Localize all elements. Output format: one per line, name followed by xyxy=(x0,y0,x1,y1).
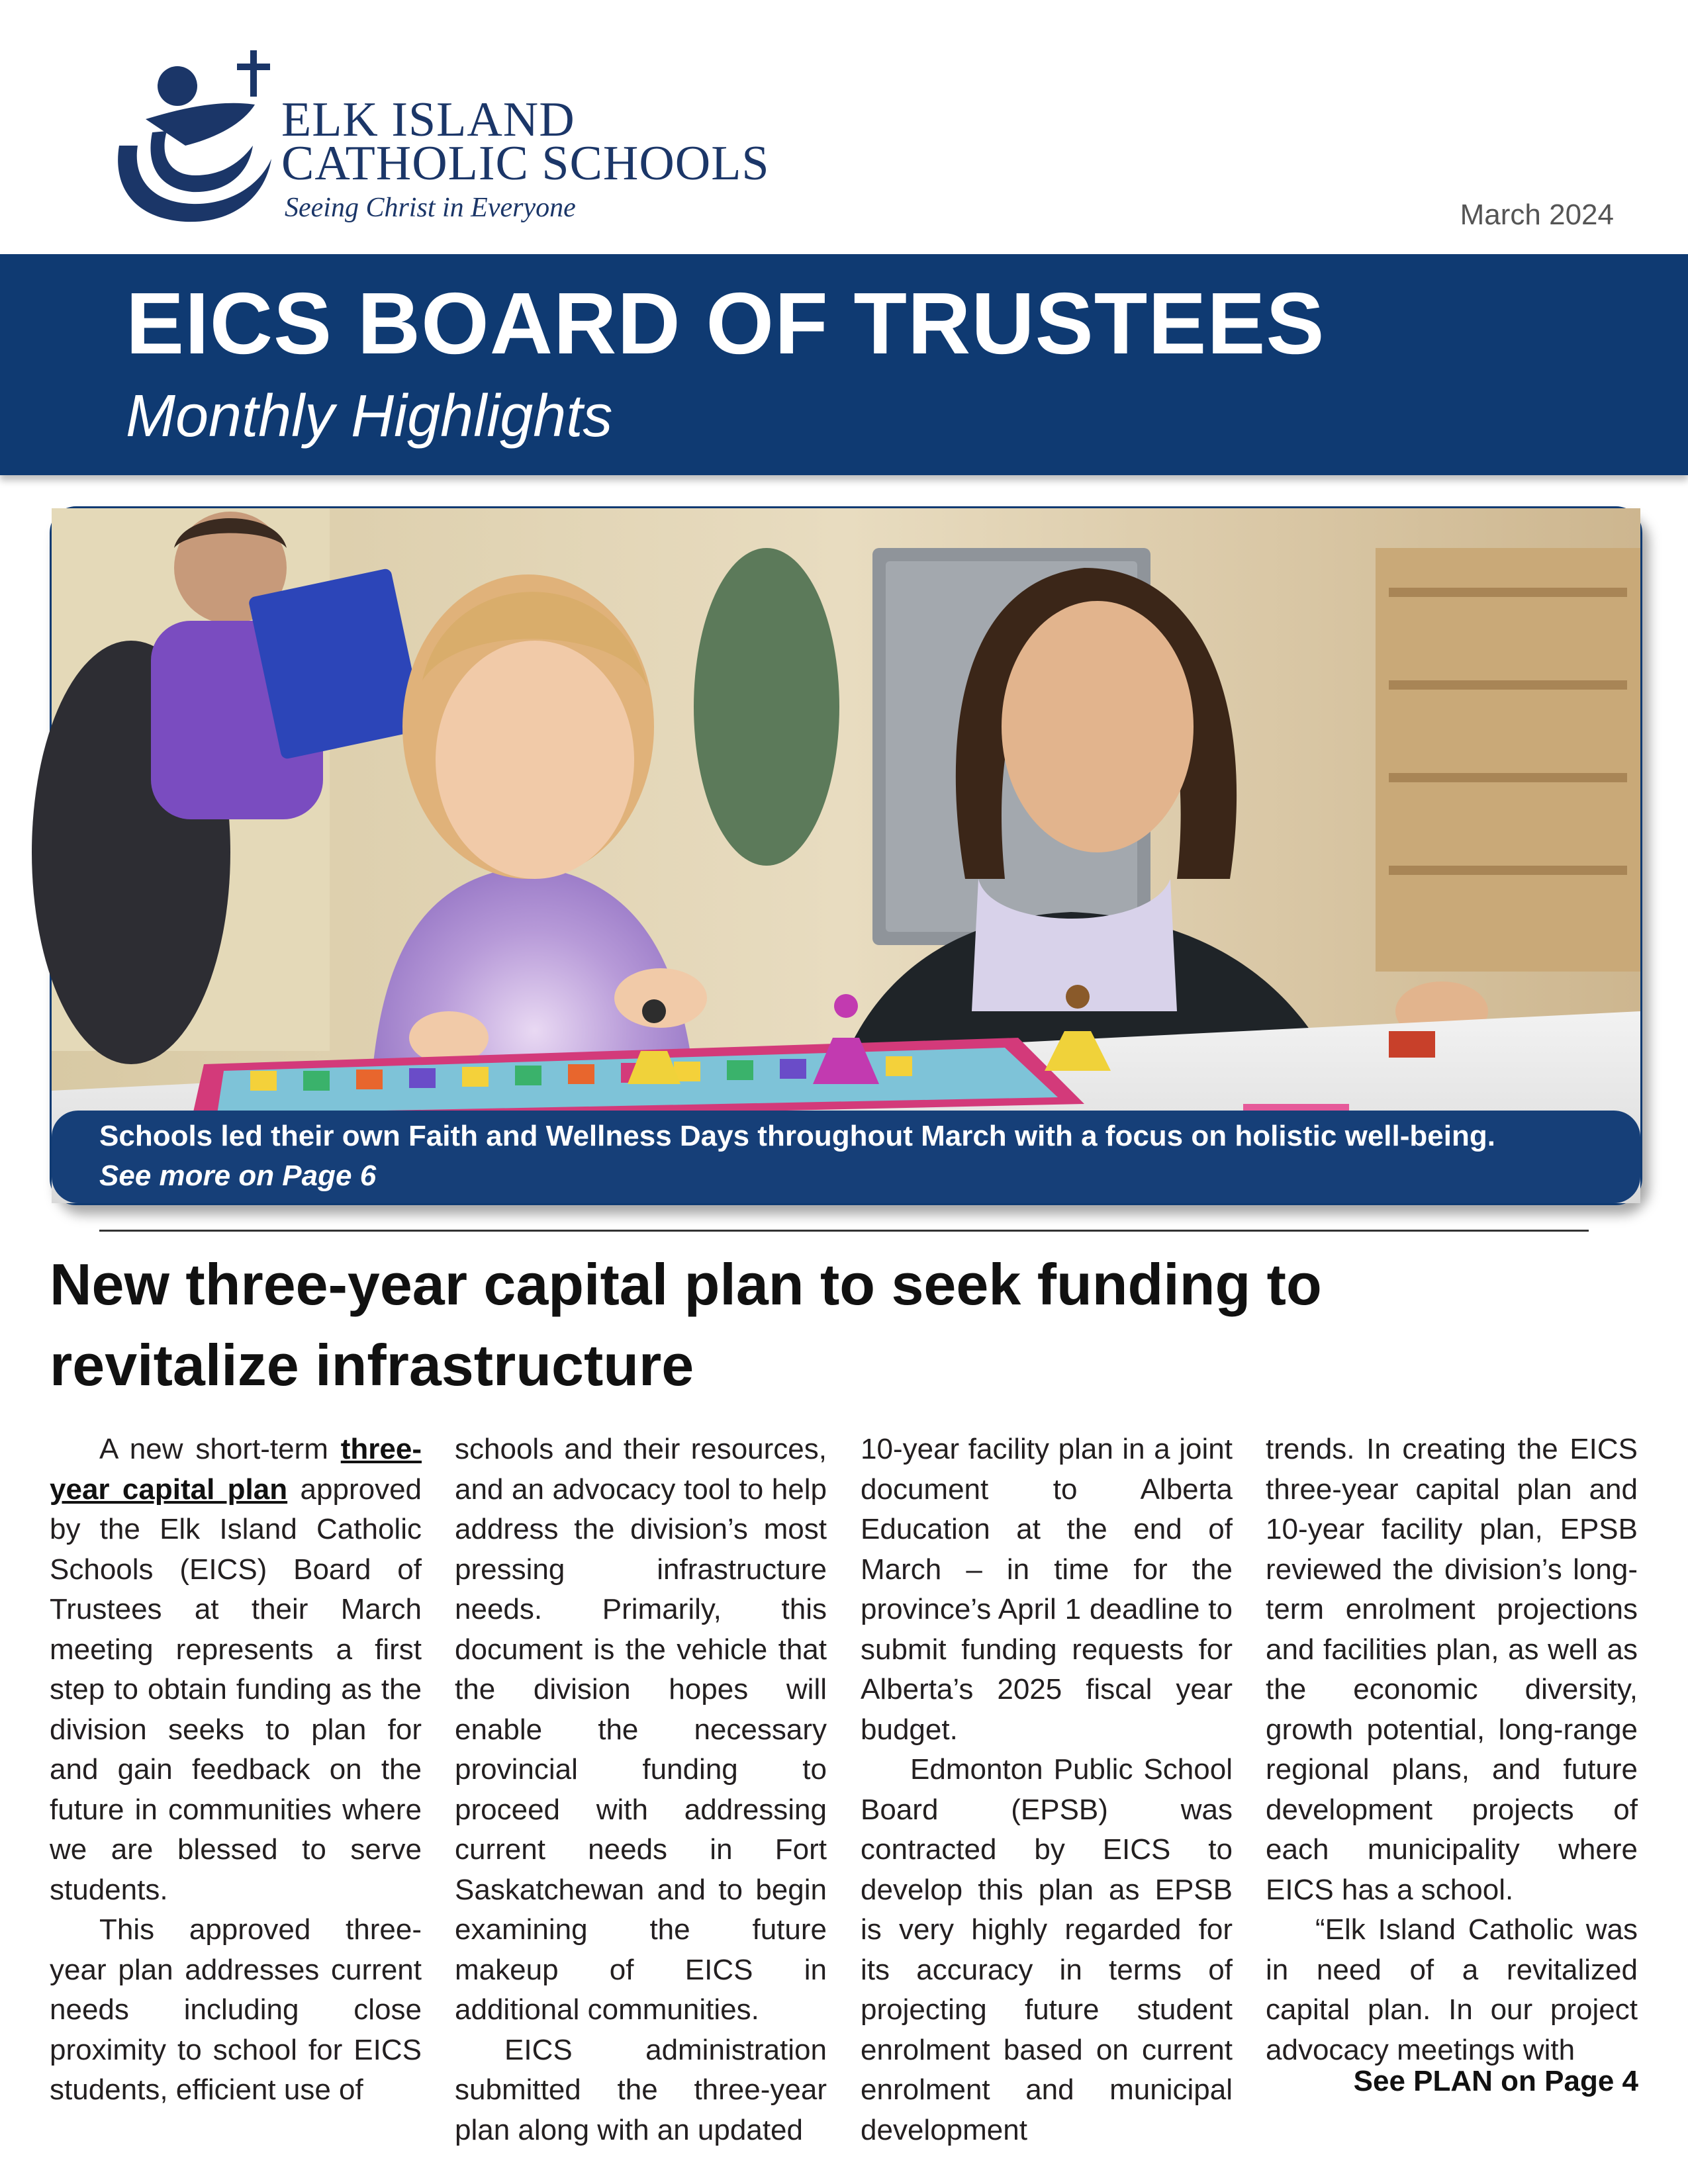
article-column-1 xyxy=(50,1430,422,2111)
masthead-title: EICS BOARD OF TRUSTEES xyxy=(126,275,1325,372)
masthead-band xyxy=(0,254,1688,475)
article-column-2 xyxy=(455,1430,827,2146)
hero-caption-page-ref: See more on Page 6 xyxy=(99,1160,377,1192)
continued-on-page-link[interactable]: See PLAN on Page 4 xyxy=(1353,2065,1638,2097)
logo-name-line1: ELK ISLAND xyxy=(281,93,575,147)
article-paragraph: This approved three-year plan addresses current needs including close proximity to school for EICS students, efficient use of xyxy=(50,1913,422,2106)
issue-date: March 2024 xyxy=(1460,199,1614,231)
article-paragraph: EICS administration submitted the three-year plan along with an updated xyxy=(455,2033,827,2146)
article-paragraph: schools and their resources, and an advocacy tool to help address the division’s most pressing infrastructure needs. Primarily, this document is the vehicle that the division hopes will enable the necessary provincial funding to proceed with addressing current needs in Fort Saskatchewan and to begin examining the future makeup of EICS in additional communities. xyxy=(455,1433,827,2026)
hero-photo xyxy=(50,506,1642,1205)
logo-name-line2: CATHOLIC SCHOOLS xyxy=(281,136,770,191)
logo-tagline: Seeing Christ in Everyone xyxy=(285,193,576,223)
article-column-3 xyxy=(861,1430,1233,2146)
masthead-subtitle: Monthly Highlights xyxy=(126,383,613,449)
article-column-4 xyxy=(1266,1430,1638,2111)
logo-name xyxy=(281,93,770,191)
article-paragraph: 10-year facility plan in a joint document to Alberta Education at the end of March – in time for the province’s April 1 deadline to submit funding requests for Alberta’s 2025 fiscal year budget. xyxy=(861,1433,1233,1746)
article-headline-line2: revitalize infrastructure xyxy=(50,1332,694,1398)
article-paragraph: Edmonton Public School Board (EPSB) was contracted by EICS to develop this plan as EPSB is very highly regarded for its accuracy in terms of projecting future student enrolment based on current enrolment and municipal development xyxy=(861,1753,1233,2146)
section-divider xyxy=(99,1230,1589,1232)
paragraph-lead: A new short-term xyxy=(99,1433,328,1465)
paragraph-text: approved by the Elk Island Catholic Schools (EICS) Board of Trustees at their March meeting represents a first step to obtain funding as the division seeks to plan for and gain feedback on the future in communities where we are blessed to serve students. xyxy=(50,1473,422,1906)
article-paragraph xyxy=(50,1430,422,1910)
capital-plan-link[interactable]: three-year capital plan xyxy=(50,1433,422,1506)
article-paragraph: trends. In creating the EICS three-year capital plan and 10-year facility plan, EPSB reviewed the division’s long-term enrolment projections and facilities plan, as well as the economic diversity, growth potential, long-range regional plans, and future development projects of each municipality where EICS has a school. xyxy=(1266,1433,1638,1906)
figure-with-cross-icon xyxy=(106,46,291,232)
article-body xyxy=(50,1430,1638,2146)
hero-caption xyxy=(52,1111,1640,1203)
article-headline-line1: New three-year capital plan to seek funding to xyxy=(50,1251,1322,1317)
article-paragraph: “Elk Island Catholic was in need of a revitalized capital plan. In our project advocacy meetings with xyxy=(1266,1913,1638,2066)
eics-logo xyxy=(106,46,801,232)
hero-caption-text: Schools led their own Faith and Wellness Days throughout March with a focus on holistic well-being. xyxy=(99,1120,1495,1152)
article-headline xyxy=(50,1244,1638,1406)
hero-photo-illustration xyxy=(52,508,1640,1203)
